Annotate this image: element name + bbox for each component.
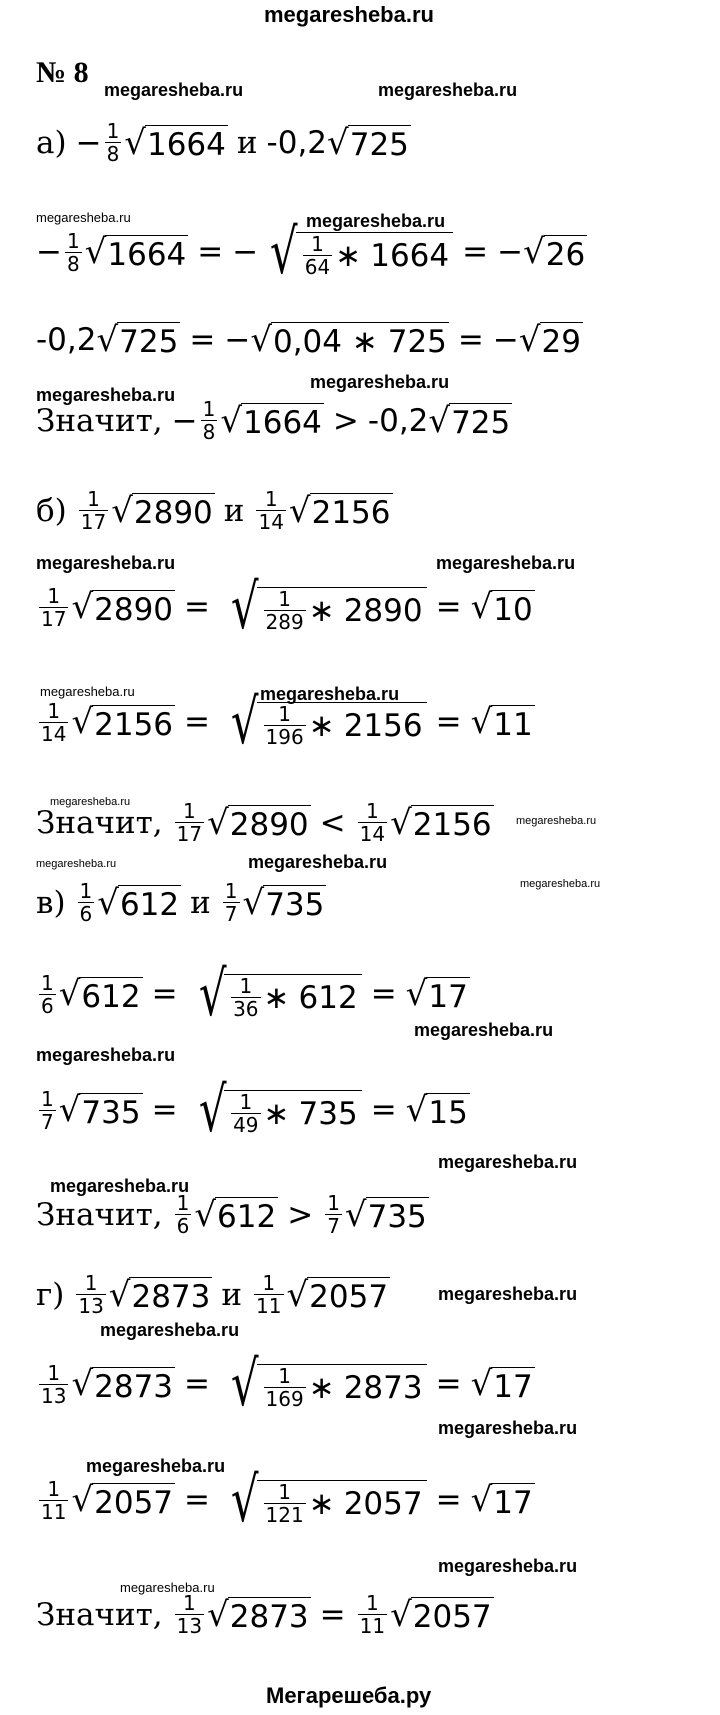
sqrt: √ $\frac{1}{64}$ ∗ 1664	[258, 220, 453, 284]
header-site: megaresheba.ru	[264, 2, 434, 27]
watermark: megaresheba.ru	[36, 385, 176, 405]
part-a-step1: − $\frac{1}{8}$ √ 1664 = − √ $\frac{1}{64}$ ∗ 1664 = − √ 26	[36, 215, 586, 288]
watermark: megaresheba.ru	[438, 1418, 578, 1438]
watermark: megaresheba.ru	[248, 852, 388, 872]
part-c-conclusion: Значит, $\frac{1}{6}$ √ 612 > $\frac{1}{7}$ √ 735	[36, 1191, 427, 1238]
sqrt: √ 725	[327, 122, 409, 163]
watermark: megaresheba.ru	[40, 684, 135, 699]
part-a-statement: а) − $\frac{1}{8}$ √ 1664 и -0,2 √ 725	[36, 119, 409, 166]
watermark: megaresheba.ru	[516, 815, 597, 827]
part-b-statement: б) $\frac{1}{17}$ √ 2890 и $\frac{1}{14}$ √ 2156	[36, 487, 391, 534]
fraction: $\frac{1}{8}$	[106, 119, 120, 166]
watermark: megaresheba.ru	[36, 210, 131, 225]
watermark: megaresheba.ru	[120, 1580, 215, 1595]
watermark: megaresheba.ru	[306, 211, 446, 231]
part-b-conclusion: Значит, $\frac{1}{17}$ √ 2890 < $\frac{1}{14}$ √ 2156	[36, 799, 492, 846]
watermark: megaresheba.ru	[378, 80, 518, 100]
watermark: megaresheba.ru	[310, 372, 450, 392]
part-b-step2: $\frac{1}{14}$ √ 2156 = √ $\frac{1}{196}$ ∗ 2156 = √ 11	[41, 685, 533, 758]
part-label: б)	[36, 492, 67, 529]
watermark: megaresheba.ru	[100, 1320, 240, 1340]
part-d-step1: $\frac{1}{13}$ √ 2873 = √ $\frac{1}{169}$ ∗ 2873 = √ 17	[41, 1347, 533, 1420]
part-a-conclusion: Значит, − $\frac{1}{8}$ √ 1664 > -0,2 √ 725	[36, 397, 511, 444]
watermark: megaresheba.ru	[438, 1152, 578, 1172]
part-c-step2: $\frac{1}{7}$ √ 735 = √ $\frac{1}{49}$ ∗ 735 = √ 15	[41, 1073, 468, 1146]
problem-number: № 8	[36, 56, 89, 89]
watermark: megaresheba.ru	[36, 1045, 176, 1065]
part-c-step1: $\frac{1}{6}$ √ 612 = √ $\frac{1}{36}$ ∗ 612 = √ 17	[41, 957, 468, 1030]
part-d-conclusion: Значит, $\frac{1}{13}$ √ 2873 = $\frac{1}{11}$ √ 2057	[36, 1591, 492, 1638]
footer-site: Мегарешеба.ру	[266, 1683, 432, 1708]
part-label: в)	[36, 884, 66, 921]
part-label: г)	[36, 1276, 65, 1313]
watermark: megaresheba.ru	[104, 80, 244, 100]
watermark: megaresheba.ru	[50, 1176, 190, 1196]
watermark: megaresheba.ru	[436, 553, 576, 573]
watermark: megaresheba.ru	[50, 796, 131, 808]
watermark: megaresheba.ru	[36, 858, 117, 870]
part-a-step2: -0,2 √ 725 = − √ 0,04 ∗ 725 = − √ 29	[36, 319, 581, 360]
watermark: megaresheba.ru	[438, 1556, 578, 1576]
watermark: megaresheba.ru	[86, 1456, 226, 1476]
part-d-step2: $\frac{1}{11}$ √ 2057 = √ $\frac{1}{121}$ ∗ 2057 = √ 17	[41, 1463, 533, 1536]
part-b-step1: $\frac{1}{17}$ √ 2890 = √ $\frac{1}{289}$ ∗ 2890 = √ 10	[41, 570, 533, 643]
part-d-statement: г) $\frac{1}{13}$ √ 2873 и $\frac{1}{11}$ √ 2057	[36, 1271, 389, 1318]
sqrt: √ 1664	[124, 122, 226, 163]
watermark: megaresheba.ru	[438, 1284, 578, 1304]
part-label: а)	[36, 124, 67, 161]
part-c-statement: в) $\frac{1}{6}$ √ 612 и $\frac{1}{7}$ √ 735	[36, 879, 325, 926]
watermark: megaresheba.ru	[36, 553, 176, 573]
watermark: megaresheba.ru	[520, 878, 601, 890]
watermark: megaresheba.ru	[260, 684, 400, 704]
watermark: megaresheba.ru	[414, 1020, 554, 1040]
